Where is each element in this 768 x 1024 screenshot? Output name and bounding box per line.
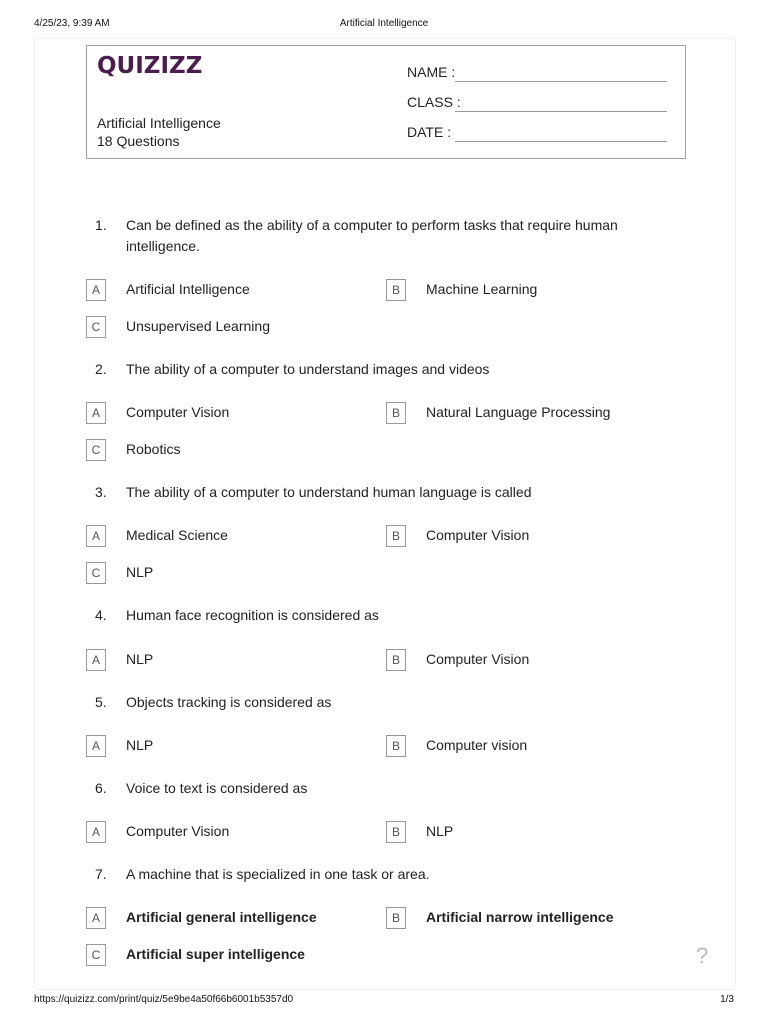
option-text: Computer Vision (426, 527, 530, 543)
option-letter: C (86, 439, 106, 461)
q1-option-c (86, 316, 366, 338)
q1-option-a (86, 279, 366, 301)
option-text: Artificial general intelligence (126, 909, 317, 925)
date-line (455, 141, 667, 142)
option-letter: B (386, 649, 406, 671)
quizizz-logo: QUIZIZZ (97, 53, 203, 79)
page-number: 1/3 (720, 994, 734, 1005)
q3-option-b (386, 525, 666, 547)
question-text: A machine that is specialized in one task or area. (126, 866, 430, 882)
q3-option-a (86, 525, 366, 547)
class-label: CLASS : (407, 94, 461, 110)
q1-option-b (386, 279, 666, 301)
q2-option-c (86, 439, 366, 461)
quiz-paper (34, 38, 736, 990)
option-letter: A (86, 525, 106, 547)
name-field (407, 64, 677, 84)
help-question-icon[interactable]: ? (696, 943, 709, 968)
option-text: Machine Learning (426, 281, 538, 297)
option-text: Unsupervised Learning (126, 318, 270, 334)
question-text: Voice to text is considered as (126, 780, 308, 796)
print-footer (34, 994, 734, 1008)
option-letter: B (386, 402, 406, 424)
option-letter: A (86, 735, 106, 757)
name-line (455, 81, 667, 82)
question-text: Can be defined as the ability of a computer to perform tasks that require human intelligence. (126, 217, 618, 254)
print-date: 4/25/23, 9:39 AM (34, 18, 110, 29)
print-header (34, 18, 734, 32)
question-number: 6. (95, 780, 107, 796)
option-letter: A (86, 907, 106, 929)
print-url: https://quizizz.com/print/quiz/5e9be4a50f66b6001b5357d0 (34, 994, 294, 1005)
option-letter: A (86, 279, 106, 301)
question-number: 5. (95, 694, 107, 710)
class-line (455, 111, 667, 112)
option-letter: A (86, 649, 106, 671)
option-letter: B (386, 735, 406, 757)
option-text: NLP (426, 823, 454, 839)
q4-option-b (386, 649, 666, 671)
option-letter: A (86, 821, 106, 843)
option-text: Robotics (126, 441, 181, 457)
option-letter: B (386, 279, 406, 301)
q7-option-b (386, 907, 666, 929)
option-letter: C (86, 944, 106, 966)
q2-option-b (386, 402, 666, 424)
option-text: NLP (126, 564, 154, 580)
q3-option-c (86, 562, 366, 584)
question-number: 1. (95, 217, 107, 233)
q2-option-a (86, 402, 366, 424)
q4-option-a (86, 649, 366, 671)
question-number: 3. (95, 484, 107, 500)
option-text: Computer Vision (126, 404, 230, 420)
quiz-info-box (86, 45, 686, 159)
question-number: 7. (95, 866, 107, 882)
option-text: Computer Vision (426, 651, 530, 667)
option-letter: A (86, 402, 106, 424)
option-text: NLP (126, 651, 154, 667)
date-field (407, 124, 677, 144)
quiz-question-count: 18 Questions (97, 133, 180, 149)
quiz-title: Artificial Intelligence (97, 115, 221, 131)
question-number: 4. (95, 607, 107, 623)
name-label: NAME : (407, 64, 456, 80)
class-field (407, 94, 677, 114)
option-letter: C (86, 316, 106, 338)
q5-option-a (86, 735, 366, 757)
option-letter: B (386, 821, 406, 843)
q7-option-c (86, 944, 366, 966)
option-text: Natural Language Processing (426, 404, 611, 420)
option-letter: C (86, 562, 106, 584)
q6-option-b (386, 821, 666, 843)
option-text: Artificial narrow intelligence (426, 909, 614, 925)
question-text: The ability of a computer to understand human language is called (126, 484, 532, 500)
q5-option-b (386, 735, 666, 757)
print-document-title: Artificial Intelligence (339, 18, 429, 29)
option-text: Artificial Intelligence (126, 281, 250, 297)
option-text: Computer vision (426, 737, 528, 753)
date-label: DATE : (407, 124, 452, 140)
option-text: Artificial super intelligence (126, 946, 305, 962)
q7-option-a (86, 907, 366, 929)
question-text: The ability of a computer to understand images and videos (126, 361, 490, 377)
option-letter: B (386, 907, 406, 929)
option-letter: B (386, 525, 406, 547)
q6-option-a (86, 821, 366, 843)
option-text: NLP (126, 737, 154, 753)
question-number: 2. (95, 361, 107, 377)
option-text: Medical Science (126, 527, 228, 543)
question-text: Objects tracking is considered as (126, 694, 332, 710)
option-text: Computer Vision (126, 823, 230, 839)
question-text: Human face recognition is considered as (126, 607, 379, 623)
